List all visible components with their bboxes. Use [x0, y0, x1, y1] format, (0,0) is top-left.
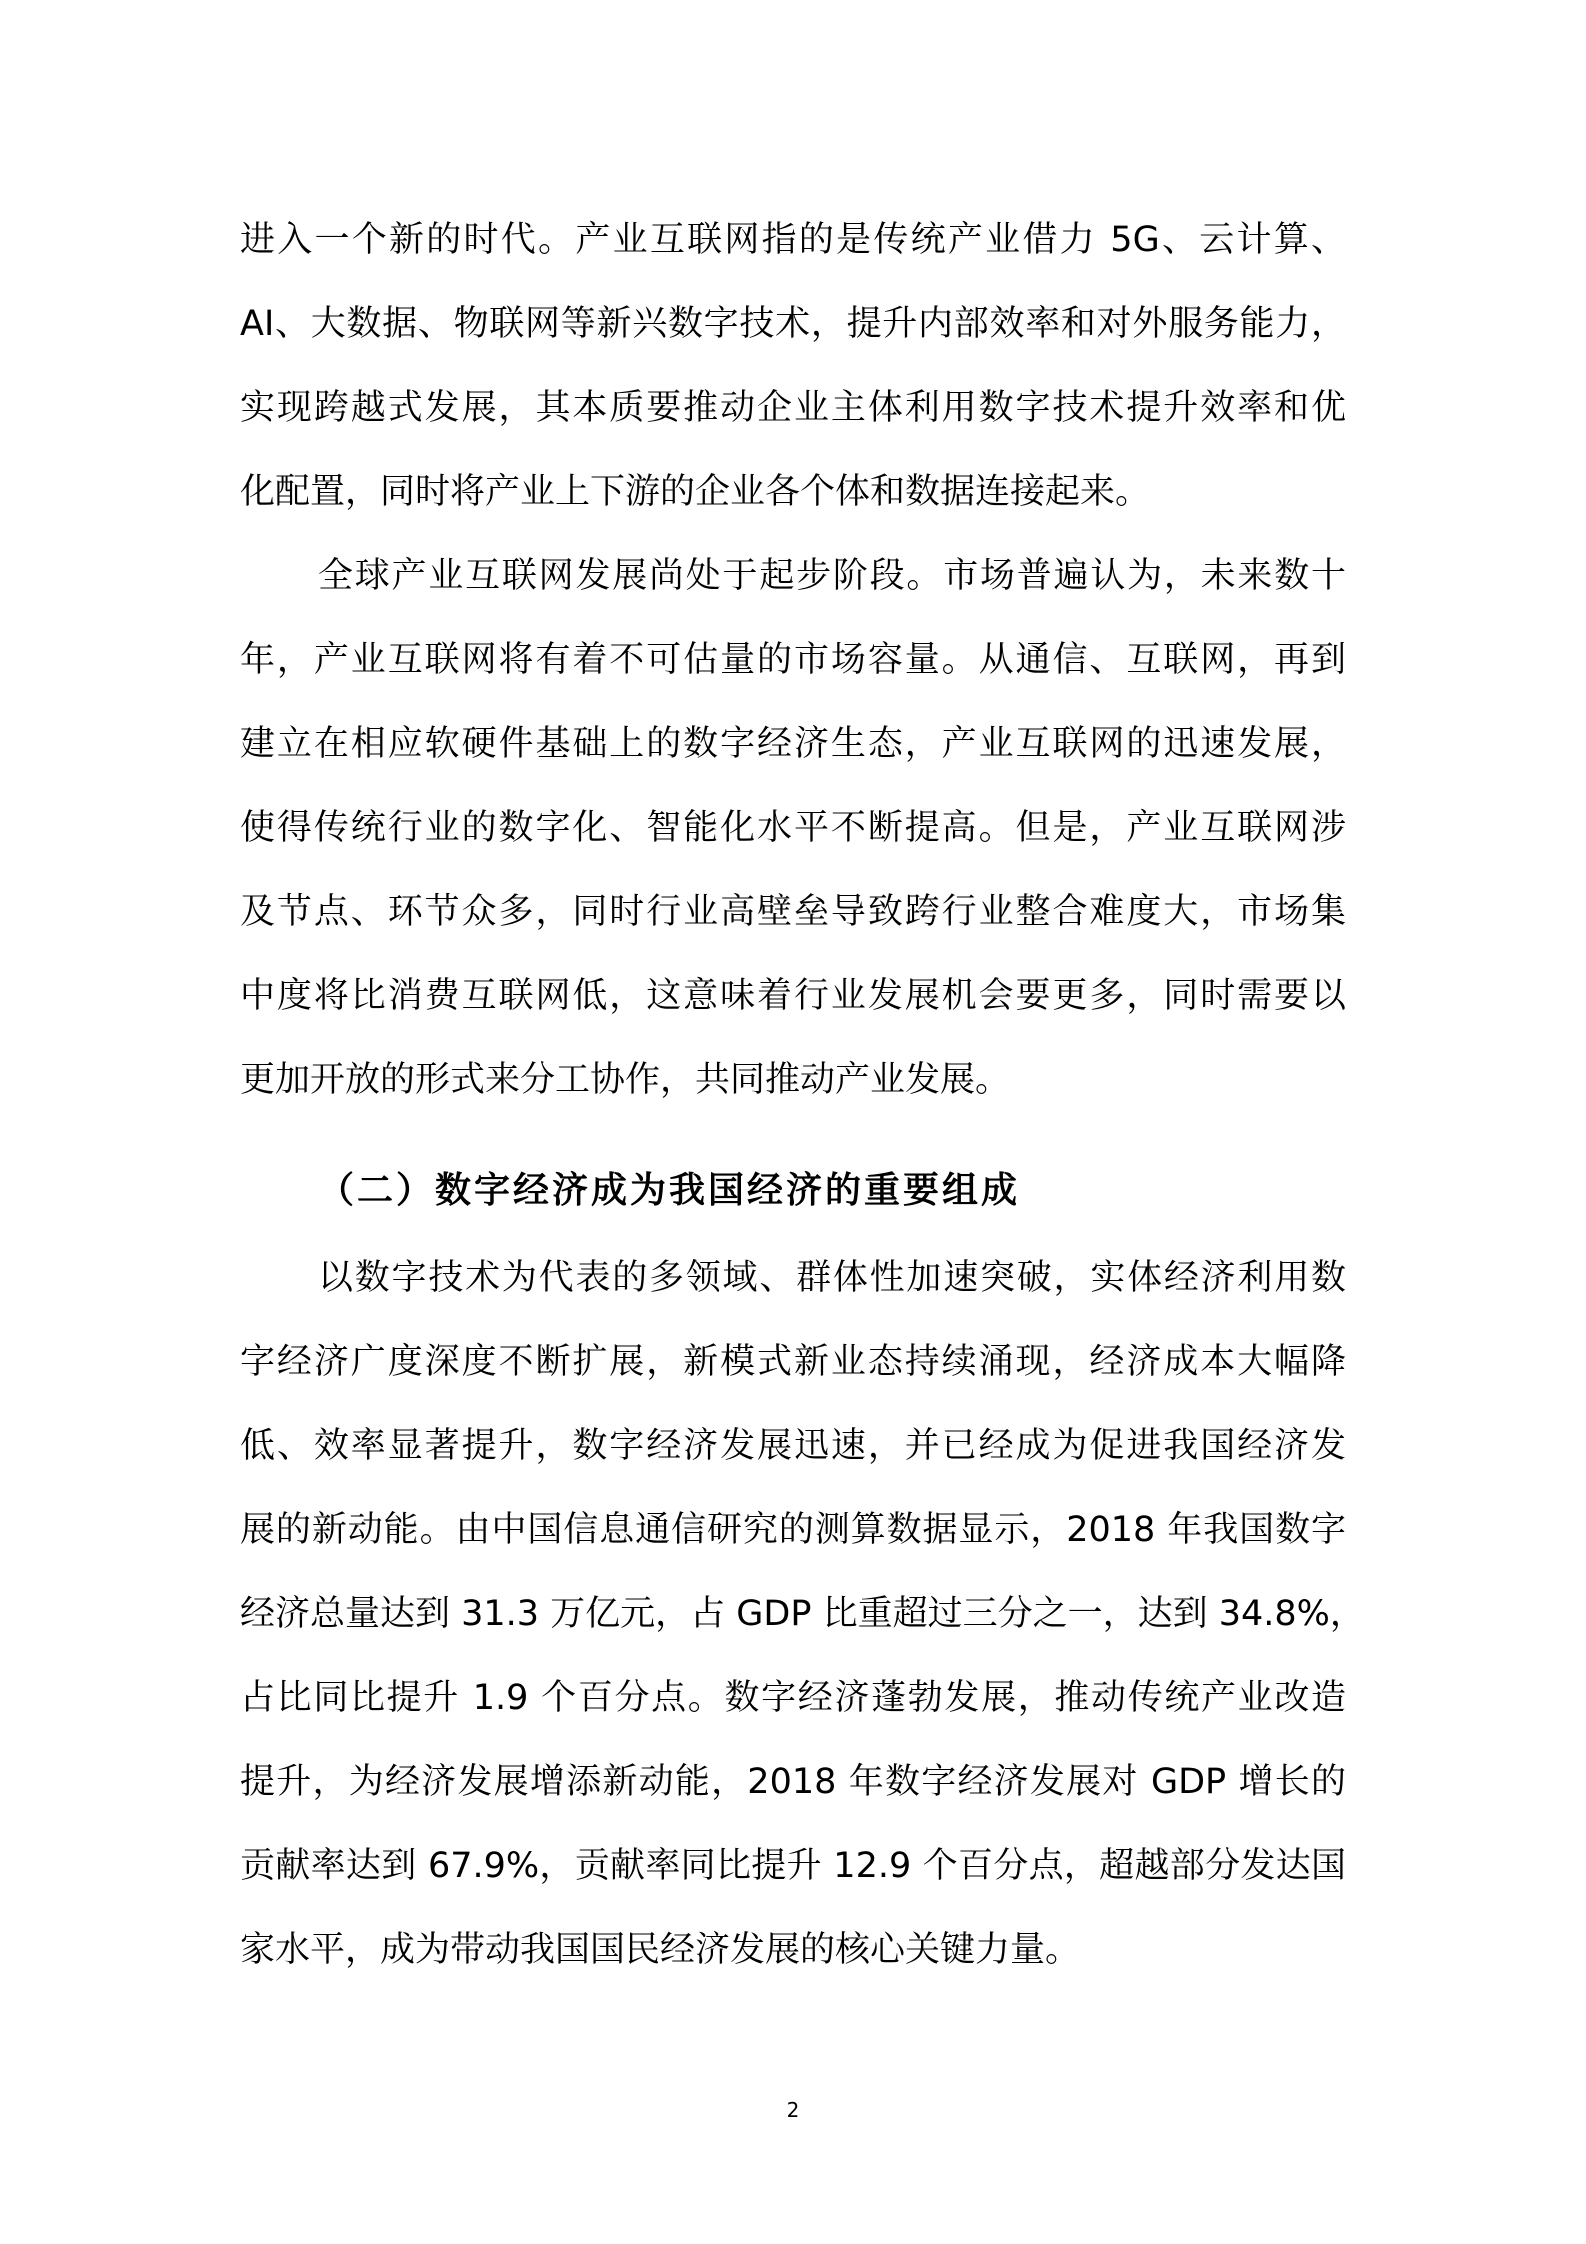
paragraph-3-line-7: 提升，为经济发展增添新动能，2018 年数字经济发展对 GDP 增长的	[240, 1762, 1346, 1802]
paragraph-3-line-5: 经济总量达到 31.3 万亿元，占 GDP 比重超过三分之一，达到 34.8%，	[240, 1594, 1365, 1634]
paragraph-1-line-1: 进入一个新的时代。产业互联网指的是传统产业借力 5G、云计算、	[240, 220, 1346, 260]
paragraph-3-line-4: 展的新动能。由中国信息通信研究的测算数据显示，2018 年我国数字	[240, 1510, 1346, 1550]
paragraph-3-line-2: 字经济广度深度不断扩展，新模式新业态持续涌现，经济成本大幅降	[240, 1342, 1346, 1382]
paragraph-2-line-2: 年，产业互联网将有着不可估量的市场容量。从通信、互联网，再到	[240, 640, 1346, 680]
paragraph-1-line-4: 化配置，同时将产业上下游的企业各个体和数据连接起来。	[240, 472, 1151, 512]
paragraph-1-line-3: 实现跨越式发展，其本质要推动企业主体利用数字技术提升效率和优	[240, 388, 1346, 428]
section-heading: （二）数字经济成为我国经济的重要组成	[318, 1169, 1021, 1211]
paragraph-3-line-9: 家水平，成为带动我国国民经济发展的核心关键力量。	[240, 1930, 1081, 1970]
paragraph-2-line-1: 全球产业互联网发展尚处于起步阶段。市场普遍认为，未来数十	[318, 556, 1346, 596]
paragraph-3-line-8: 贡献率达到 67.9%，贡献率同比提升 12.9 个百分点，超越部分发达国	[240, 1846, 1346, 1886]
paragraph-3-line-1: 以数字技术为代表的多领域、群体性加速突破，实体经济利用数	[318, 1258, 1346, 1298]
paragraph-1-line-2: AI、大数据、物联网等新兴数字技术，提升内部效率和对外服务能力，	[240, 304, 1346, 344]
paragraph-2-line-7: 更加开放的形式来分工协作，共同推动产业发展。	[240, 1060, 1011, 1100]
paragraph-2-line-4: 使得传统行业的数字化、智能化水平不断提高。但是，产业互联网涉	[240, 808, 1346, 848]
paragraph-3-line-6: 占比同比提升 1.9 个百分点。数字经济蓬勃发展，推动传统产业改造	[240, 1678, 1346, 1718]
paragraph-3-line-3: 低、效率显著提升，数字经济发展迅速，并已经成为促进我国经济发	[240, 1426, 1346, 1466]
page-number: 2	[786, 2098, 800, 2122]
paragraph-2-line-5: 及节点、环节众多，同时行业高壁垒导致跨行业整合难度大，市场集	[240, 892, 1346, 932]
paragraph-2-line-3: 建立在相应软硬件基础上的数字经济生态，产业互联网的迅速发展，	[240, 724, 1346, 764]
paragraph-2-line-6: 中度将比消费互联网低，这意味着行业发展机会要更多，同时需要以	[240, 976, 1346, 1016]
